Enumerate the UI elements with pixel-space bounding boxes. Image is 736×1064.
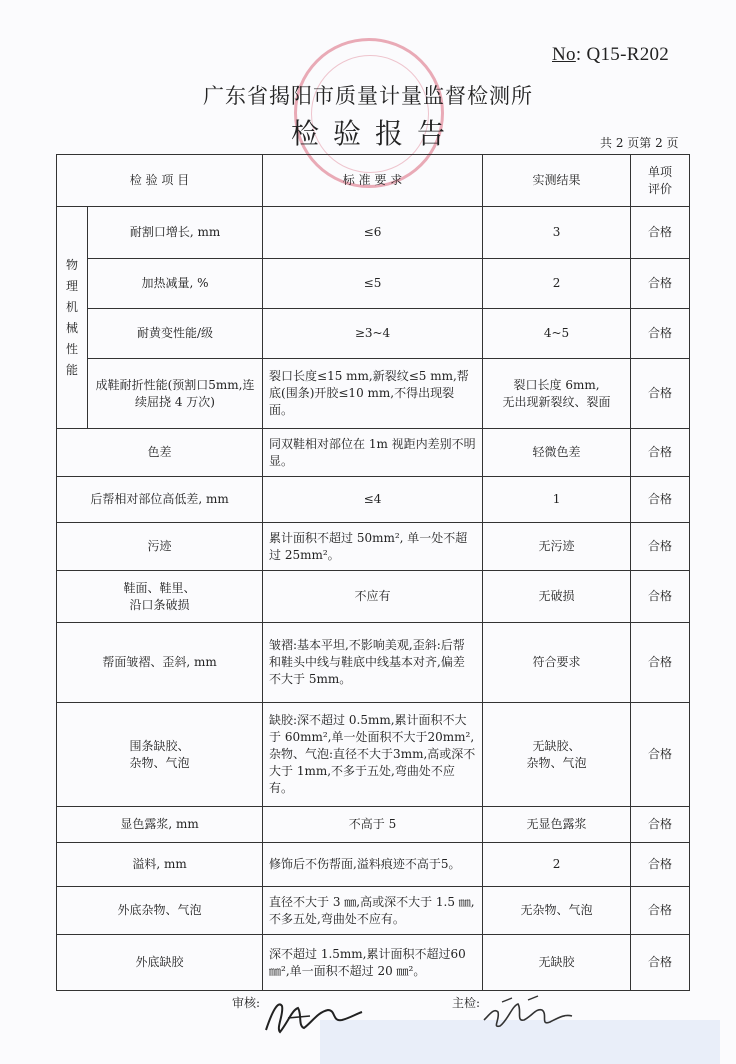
page-info: 共 2 页第 2 页 bbox=[600, 136, 679, 150]
header-item: 检 验 项 目 bbox=[57, 155, 263, 207]
cell-verdict: 合格 bbox=[631, 935, 690, 991]
cell-item: 后帮相对部位高低差, mm bbox=[57, 477, 263, 523]
chief-inspector-label: 主检: bbox=[452, 996, 481, 1010]
cell-result: 2 bbox=[483, 259, 631, 309]
cell-result bbox=[483, 703, 631, 807]
group-label-text: 物 理 机 械 性 能 bbox=[65, 257, 78, 377]
cell-item: 成鞋耐折性能(预割口5mm,连续屈挠 4 万次) bbox=[88, 359, 263, 429]
table-row bbox=[57, 207, 690, 259]
cell-result-text: 无缺胶、 杂物、气泡 bbox=[526, 738, 587, 770]
cell-item: 污迹 bbox=[57, 523, 263, 571]
cell-standard: 深不超过 1.5mm,累计面积不超过60 ㎜²,单一面积不超过 20 ㎜²。 bbox=[263, 935, 483, 991]
cell-item: 耐割口增长, mm bbox=[88, 207, 263, 259]
report-title: 检验报告 bbox=[290, 117, 459, 150]
cell-verdict: 合格 bbox=[631, 207, 690, 259]
table-row bbox=[57, 623, 690, 703]
cell-verdict: 合格 bbox=[631, 429, 690, 477]
table-row bbox=[57, 523, 690, 571]
table-row bbox=[57, 887, 690, 935]
table-row bbox=[57, 359, 690, 429]
cell-verdict: 合格 bbox=[631, 887, 690, 935]
table-row bbox=[57, 571, 690, 623]
header-result: 实测结果 bbox=[483, 155, 631, 207]
header-standard: 标 准 要 求 bbox=[263, 155, 483, 207]
cell-verdict: 合格 bbox=[631, 843, 690, 887]
cell-item: 色差 bbox=[57, 429, 263, 477]
cell-verdict: 合格 bbox=[631, 477, 690, 523]
table-row bbox=[57, 703, 690, 807]
cell-item-text: 围条缺胶、 杂物、气泡 bbox=[129, 738, 190, 770]
cell-verdict: 合格 bbox=[631, 523, 690, 571]
header-verdict-text: 单项 评价 bbox=[648, 164, 673, 196]
cell-item: 外底杂物、气泡 bbox=[57, 887, 263, 935]
cell-item: 外底缺胶 bbox=[57, 935, 263, 991]
table-row bbox=[57, 259, 690, 309]
cell-result: 4~5 bbox=[483, 309, 631, 359]
table-header-row bbox=[57, 155, 690, 207]
cell-result: 无缺胶 bbox=[483, 935, 631, 991]
cell-standard: ≤5 bbox=[263, 259, 483, 309]
cell-standard: 缺胶:深不超过 0.5mm,累计面积不大于 60mm²,单一处面积不大于20mm²,杂物、气泡:直径不大于3mm,高或深不大于 1mm,不多于五处,弯曲处不应有。 bbox=[263, 703, 483, 807]
cell-item: 显色露浆, mm bbox=[57, 807, 263, 843]
cell-result: 3 bbox=[483, 207, 631, 259]
cell-standard: ≤4 bbox=[263, 477, 483, 523]
table-row bbox=[57, 309, 690, 359]
cell-standard: 裂口长度≤15 mm,新裂纹≤5 mm,帮底(围条)开胶≤10 mm,不得出现裂面。 bbox=[263, 359, 483, 429]
group-label bbox=[57, 207, 88, 429]
cell-standard: 修饰后不伤帮面,溢料痕迹不高于5。 bbox=[263, 843, 483, 887]
cell-verdict: 合格 bbox=[631, 703, 690, 807]
cell-item: 加热减量, % bbox=[88, 259, 263, 309]
table-row bbox=[57, 477, 690, 523]
table-row bbox=[57, 807, 690, 843]
cell-result: 轻微色差 bbox=[483, 429, 631, 477]
table-row bbox=[57, 429, 690, 477]
cell-result: 无污迹 bbox=[483, 523, 631, 571]
cell-item-text: 鞋面、鞋里、 沿口条破损 bbox=[123, 580, 196, 612]
cell-item bbox=[57, 571, 263, 623]
table-row bbox=[57, 935, 690, 991]
organization-name: 广东省揭阳市质量计量监督检测所 bbox=[203, 84, 533, 108]
cell-verdict: 合格 bbox=[631, 571, 690, 623]
cell-verdict: 合格 bbox=[631, 259, 690, 309]
cell-standard: 直径不大于 3 ㎜,高或深不大于 1.5 ㎜,不多五处,弯曲处不应有。 bbox=[263, 887, 483, 935]
table-row bbox=[57, 843, 690, 887]
cell-verdict: 合格 bbox=[631, 359, 690, 429]
document-number: No: Q15-R202 bbox=[552, 44, 670, 65]
auditor-signature bbox=[258, 992, 368, 1042]
cell-verdict: 合格 bbox=[631, 807, 690, 843]
cell-item: 溢料, mm bbox=[57, 843, 263, 887]
audit-label: 审核: bbox=[232, 996, 261, 1010]
cell-standard: 不高于 5 bbox=[263, 807, 483, 843]
cell-result: 1 bbox=[483, 477, 631, 523]
inspection-table bbox=[56, 154, 690, 991]
cell-item: 帮面皱褶、歪斜, mm bbox=[57, 623, 263, 703]
cell-result bbox=[483, 359, 631, 429]
cell-item bbox=[57, 703, 263, 807]
cell-standard: 累计面积不超过 50mm², 单一处不超过 25mm²。 bbox=[263, 523, 483, 571]
cell-result: 符合要求 bbox=[483, 623, 631, 703]
cell-verdict: 合格 bbox=[631, 623, 690, 703]
header-verdict bbox=[631, 155, 690, 207]
cell-standard: 同双鞋相对部位在 1m 视距内差别不明显。 bbox=[263, 429, 483, 477]
cell-result-text: 裂口长度 6mm, 无出现新裂纹、裂面 bbox=[502, 377, 611, 409]
chief-inspector-signature bbox=[478, 990, 578, 1038]
cell-verdict: 合格 bbox=[631, 309, 690, 359]
cell-standard: 不应有 bbox=[263, 571, 483, 623]
cell-standard: ≥3~4 bbox=[263, 309, 483, 359]
cell-standard: ≤6 bbox=[263, 207, 483, 259]
cell-result: 无破损 bbox=[483, 571, 631, 623]
cell-standard: 皱褶:基本平坦,不影响美观,歪斜:后帮和鞋头中线与鞋底中线基本对齐,偏差不大于 5mm。 bbox=[263, 623, 483, 703]
cell-item: 耐黄变性能/级 bbox=[88, 309, 263, 359]
cell-result: 无杂物、气泡 bbox=[483, 887, 631, 935]
cell-result: 无显色露浆 bbox=[483, 807, 631, 843]
cell-result: 2 bbox=[483, 843, 631, 887]
